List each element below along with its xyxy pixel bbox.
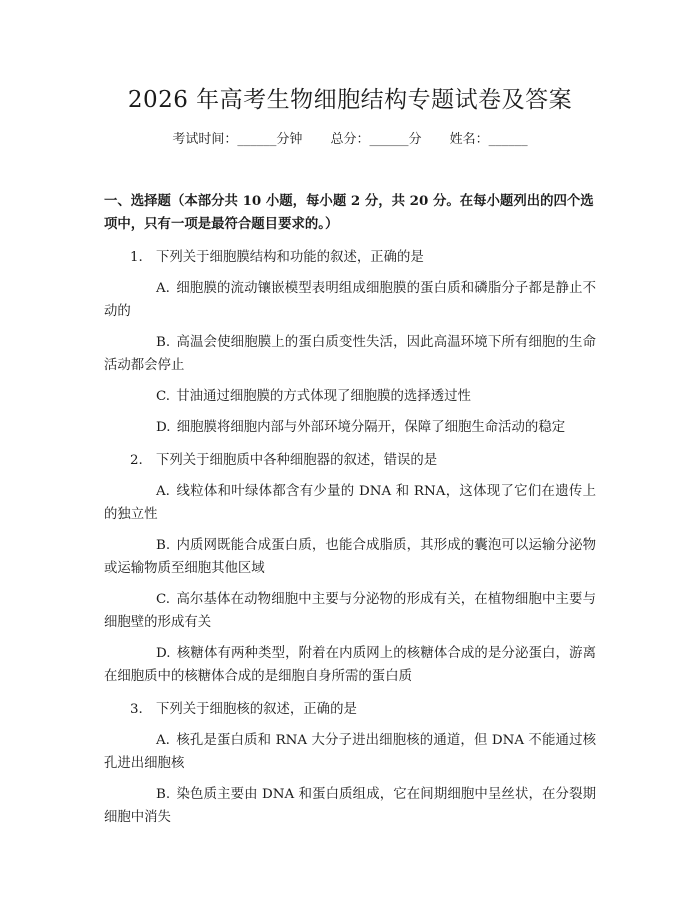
question-1 bbox=[104, 246, 596, 439]
question-text: 下列关于细胞膜结构和功能的叙述，正确的是 bbox=[156, 250, 424, 265]
option-label: B. bbox=[156, 787, 171, 802]
question-text: 下列关于细胞质中各种细胞器的叙述，错误的是 bbox=[156, 453, 438, 468]
option-label: A. bbox=[156, 484, 170, 499]
total-score-field bbox=[330, 130, 421, 150]
question-3 bbox=[104, 698, 596, 829]
option-c bbox=[104, 385, 596, 408]
option-label: B. bbox=[156, 335, 171, 350]
question-number: 2. bbox=[130, 453, 143, 468]
total-score-label: 总分： bbox=[330, 132, 370, 147]
option-text: 线粒体和叶绿体都含有少量的 DNA 和 RNA，这体现了它们在遗传上的独立性 bbox=[104, 484, 596, 522]
option-label: B. bbox=[156, 538, 171, 553]
option-a bbox=[104, 480, 596, 526]
exam-meta bbox=[104, 130, 596, 150]
option-d bbox=[104, 416, 596, 439]
option-text: 核糖体有两种类型，附着在内质网上的核糖体合成的是分泌蛋白，游离在细胞质中的核糖体合成的是细胞自身所需的蛋白质 bbox=[104, 646, 596, 684]
section-heading: 一、选择题（本部分共 10 小题，每小题 2 分，共 20 分。在每小题列出的四个选项中，只有一项是最符合题目要求的。） bbox=[104, 193, 594, 232]
student-name-label: 姓名： bbox=[449, 132, 489, 147]
question-number: 3. bbox=[130, 702, 143, 717]
option-b bbox=[104, 534, 596, 580]
option-label: C. bbox=[156, 592, 171, 607]
option-text: 染色质主要由 DNA 和蛋白质组成，它在间期细胞中呈丝状，在分裂期细胞中消失 bbox=[104, 787, 596, 825]
exam-time-unit: 分钟 bbox=[276, 132, 303, 147]
option-text: 高温会使细胞膜上的蛋白质变性失活，因此高温环境下所有细胞的生命活动都会停止 bbox=[104, 335, 596, 373]
option-text: 细胞膜的流动镶嵌模型表明组成细胞膜的蛋白质和磷脂分子都是静止不动的 bbox=[104, 281, 597, 319]
option-label: D. bbox=[156, 420, 171, 435]
exam-time-blank: ______ bbox=[237, 132, 277, 147]
question-stem bbox=[104, 698, 596, 721]
question-text: 下列关于细胞核的叙述，正确的是 bbox=[156, 702, 357, 717]
option-label: C. bbox=[156, 389, 171, 404]
question-stem bbox=[104, 449, 596, 472]
option-text: 细胞膜将细胞内部与外部环境分隔开，保障了细胞生命活动的稳定 bbox=[176, 420, 566, 435]
question-number: 1. bbox=[130, 250, 143, 265]
option-label: A. bbox=[156, 281, 170, 296]
option-text: 甘油通过细胞膜的方式体现了细胞膜的选择透过性 bbox=[176, 389, 471, 404]
option-text: 内质网既能合成蛋白质，也能合成脂质，其形成的囊泡可以运输分泌物或运输物质至细胞其他区域 bbox=[104, 538, 596, 576]
total-score-blank: ______ bbox=[369, 132, 409, 147]
option-label: A. bbox=[156, 733, 170, 748]
option-text: 高尔基体在动物细胞中主要与分泌物的形成有关，在植物细胞中主要与细胞壁的形成有关 bbox=[104, 592, 596, 630]
option-a bbox=[104, 277, 596, 323]
student-name-field bbox=[450, 130, 528, 150]
option-a bbox=[104, 729, 596, 775]
question-stem bbox=[104, 246, 596, 269]
option-b bbox=[104, 331, 596, 377]
option-label: D. bbox=[156, 646, 171, 661]
exam-time-field bbox=[172, 130, 302, 150]
question-2 bbox=[104, 449, 596, 688]
option-text: 核孔是蛋白质和 RNA 大分子进出细胞核的通道，但 DNA 不能通过核孔进出细胞核 bbox=[104, 733, 596, 771]
option-b bbox=[104, 783, 596, 829]
option-c bbox=[104, 588, 596, 634]
exam-time-label: 考试时间： bbox=[172, 132, 238, 147]
total-score-unit: 分 bbox=[408, 132, 422, 147]
option-d bbox=[104, 642, 596, 688]
student-name-blank: ______ bbox=[488, 132, 528, 147]
page-title: 2026 年高考生物细胞结构专题试卷及答案 bbox=[127, 87, 573, 113]
